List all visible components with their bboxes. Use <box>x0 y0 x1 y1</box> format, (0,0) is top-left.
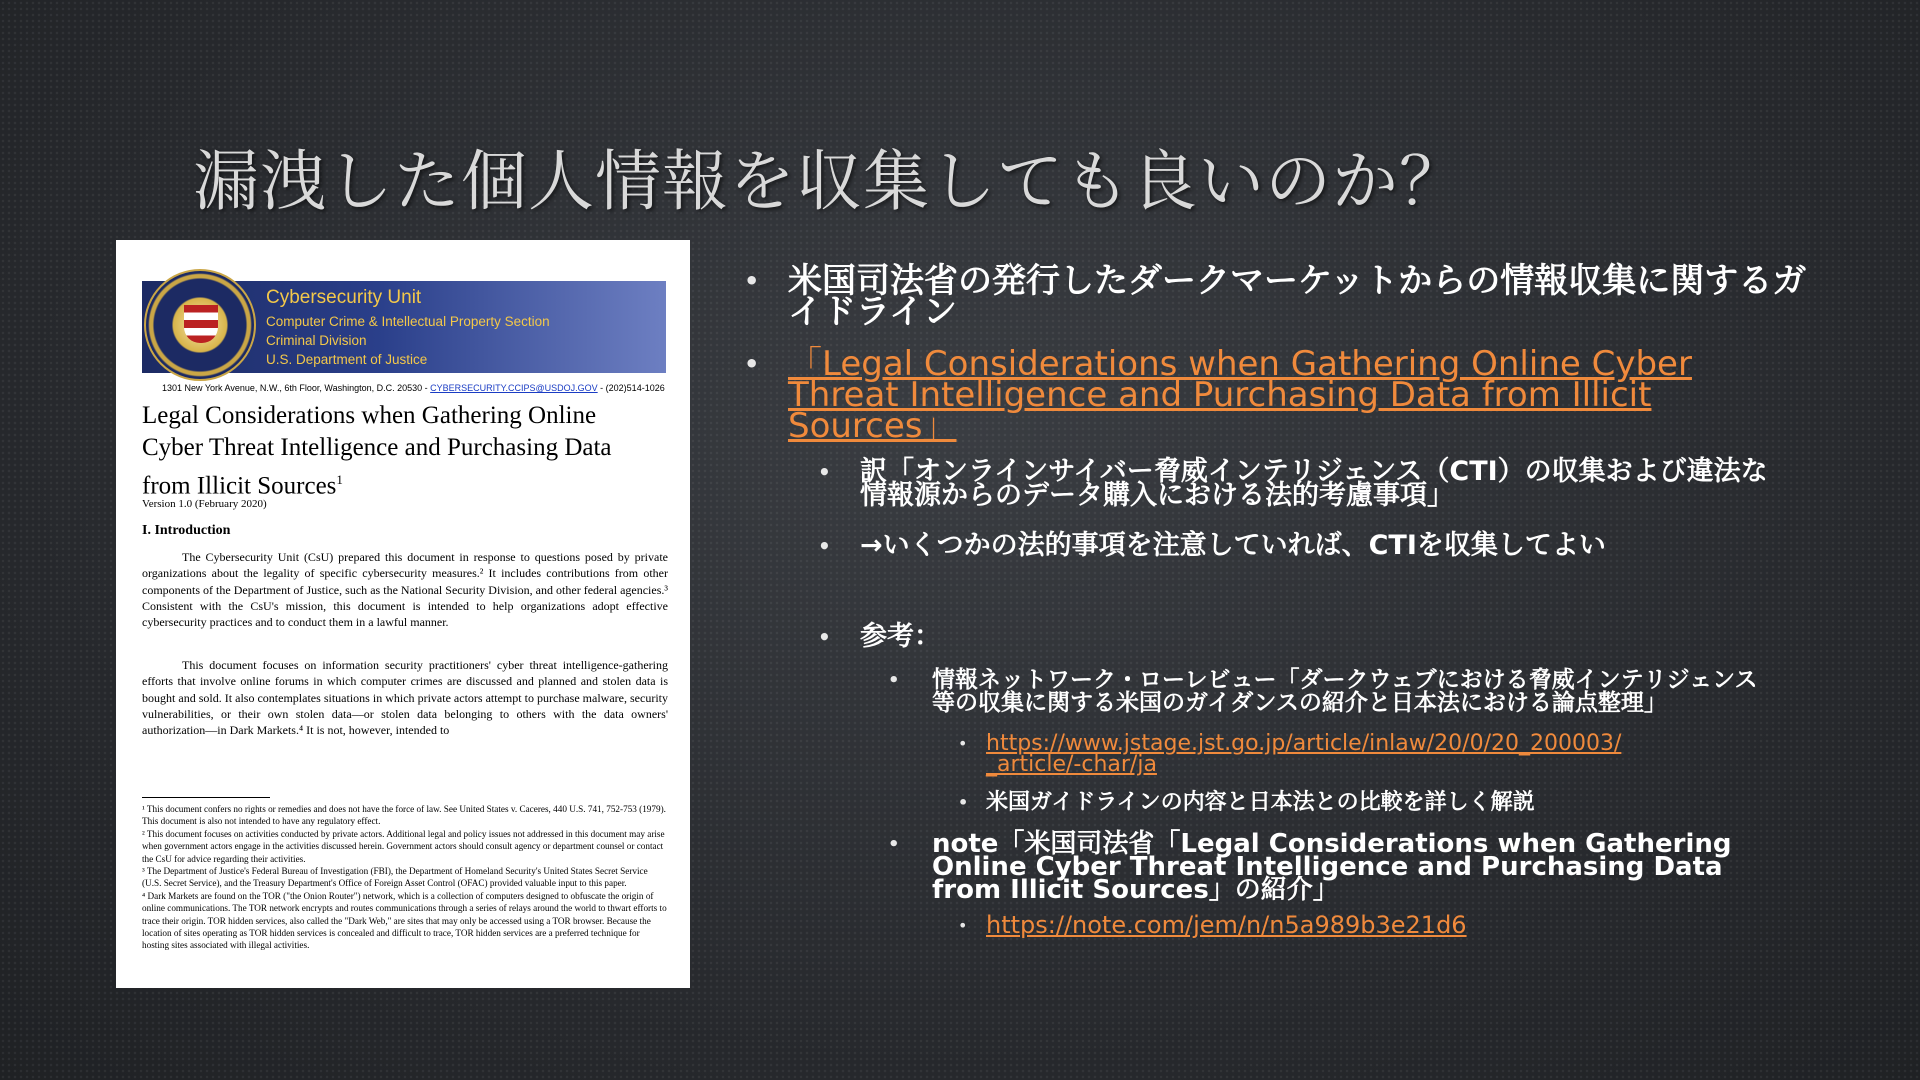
document-thumbnail <box>116 240 690 988</box>
footnote-divider <box>142 797 270 798</box>
doc-paragraph: This document focuses on information security practitioners' cyber threat intelligence-gathering efforts that involve online forums in which computer crimes are discussed and planned and stolen data is bought and sold. It also contemplates situations in which private actors attempt to purchase malware, security vulnerabilities, or their own stolen data—or stolen data belonging to others with the data owners' authorization—in Dark Markets.⁴ It is not, however, intended to <box>142 658 668 738</box>
bullet-dot-icon: • <box>818 460 831 484</box>
bullet-doc-link[interactable]: • 「Legal Considerations when Gathering Online Cyber Threat Intelligence and Purchasing Data from Illicit Sources」 <box>744 344 1692 446</box>
doc-version: Version 1.0 (February 2020) <box>142 498 267 510</box>
bullet-dot-icon: • <box>888 670 900 691</box>
bullet-jstage-desc: • 米国ガイドラインの内容と日本法との比較を詳しく解説 <box>958 790 1535 815</box>
doc-email-link[interactable]: CYBERSECURITY.CCIPS@USDOJ.GOV <box>430 383 598 393</box>
bullet-translation: • 訳「オンラインサイバー脅威インテリジェンス（CTI）の収集および違法な 情報源からのデータ購入における法的考慮事項」 <box>818 456 1768 511</box>
doc-address: 1301 New York Avenue, N.W., 6th Floor, Washington, D.C. 20530 - CYBERSECURITY.CCIPS@USDOJ.GOV - (202)514-1026 <box>162 383 665 393</box>
bullet-dot-icon: • <box>958 916 968 935</box>
banner-unit: Cybersecurity Unit <box>266 287 422 308</box>
bullet-guideline: • 米国司法省の発行したダークマーケットからの情報収集に関するガ イドライン <box>744 261 1807 332</box>
banner-department: U.S. Department of Justice <box>266 352 428 367</box>
bullet-conclusion: • →いくつかの法的事項を注意していれば、CTIを収集してよい <box>818 530 1606 561</box>
bullet-jstage-link[interactable]: • https://www.jstage.jst.go.jp/article/inlaw/20/0/20_200003/ _article/-char/ja <box>958 731 1622 777</box>
footnote: ² This document focuses on activities conducted by private actors. Additional legal and policy issues not addressed in this document may arise when government actors engage in the activities discussed herein. Government actors should consult agency or department counsel or contact the CsU for advice regarding their activities. <box>142 828 665 864</box>
slide-title: 漏洩した個人情報を収集しても良いのか？ <box>193 143 1466 220</box>
bullet-dot-icon: • <box>744 267 760 295</box>
bullet-dot-icon: • <box>958 734 968 753</box>
bullet-note-link[interactable] <box>958 911 1467 939</box>
bullet-dot-icon: • <box>744 350 760 378</box>
bullet-dot-icon: • <box>818 534 831 558</box>
banner-division: Criminal Division <box>266 333 367 348</box>
doc-section-heading: I. Introduction <box>142 523 231 538</box>
doj-seal-icon <box>144 269 256 381</box>
footnote: ³ The Department of Justice's Federal Bureau of Investigation (FBI), the Department of Homeland Security's United States Secret Service (U.S. Secret Service), and the Treasury Department's Office of Foreign Asset Control (OFAC) provided valuable input to this paper. <box>142 866 648 889</box>
footnote: ⁴ Dark Markets are found on the TOR ("the Onion Router") network, which is a collection of computers designed to obfuscate the origin of online communications. The TOR network encrypts and routes communications through a series of relays around the world to thwart efforts to trace their origin. TOR hidden services, also called the "Dark Web," are sites that may only be accessed using a TOR browser. Because the location of sites operating as TOR hidden services is concealed and difficult to trace, TOR hidden services are a preferred technique for hosting sites associated with illegal activities. <box>142 890 667 951</box>
doc-title-link[interactable]: 「Legal Considerations when Gathering Online Cyber <box>788 344 1692 384</box>
bullet-dot-icon: • <box>958 793 969 812</box>
bullet-law-review: • 情報ネットワーク・ローレビュー「ダークウェブにおける脅威インテリジェンス 等の収集に関する米国のガイダンスの紹介と日本法における論点整理」 <box>888 667 1758 716</box>
jstage-link[interactable]: https://www.jstage.jst.go.jp/article/inlaw/20/0/20_200003/ <box>986 731 1622 756</box>
doc-footnotes <box>142 803 668 952</box>
banner-section: Computer Crime & Intellectual Property Section <box>266 314 550 329</box>
bullet-dot-icon: • <box>818 625 831 649</box>
note-link[interactable]: https://note.com/jem/n/n5a989b3e21d6 <box>986 911 1467 939</box>
bullet-note: • note「米国司法省「Legal Considerations when Gathering Online Cyber Threat Intelligence and Purchasing Data from Illicit Sources」の紹介」 <box>888 829 1732 905</box>
doc-title: Legal Considerations when Gathering Online Cyber Threat Intelligence and Purchasing Data from Illicit Sources$^1$ <box>142 402 612 500</box>
bullet-dot-icon: • <box>888 834 900 855</box>
footnote: ¹ This document confers no rights or remedies and does not have the force of law. See United States v. Caceres, 440 U.S. 741, 752-753 (1979). This document is also not intended to have any regulatory effect. <box>142 804 666 827</box>
bullet-references: • 参考： <box>818 621 941 652</box>
doc-paragraph: The Cybersecurity Unit (CsU) prepared this document in response to questions posed by private organizations about the legality of specific cybersecurity measures.² It includes contributions from other components of the Department of Justice, such as the National Security Division, and other federal agencies.³ Consistent with the CsU's mission, this document is intended to help organizations adopt effective cybersecurity practices and to conduct them in a lawful manner. <box>142 550 668 630</box>
